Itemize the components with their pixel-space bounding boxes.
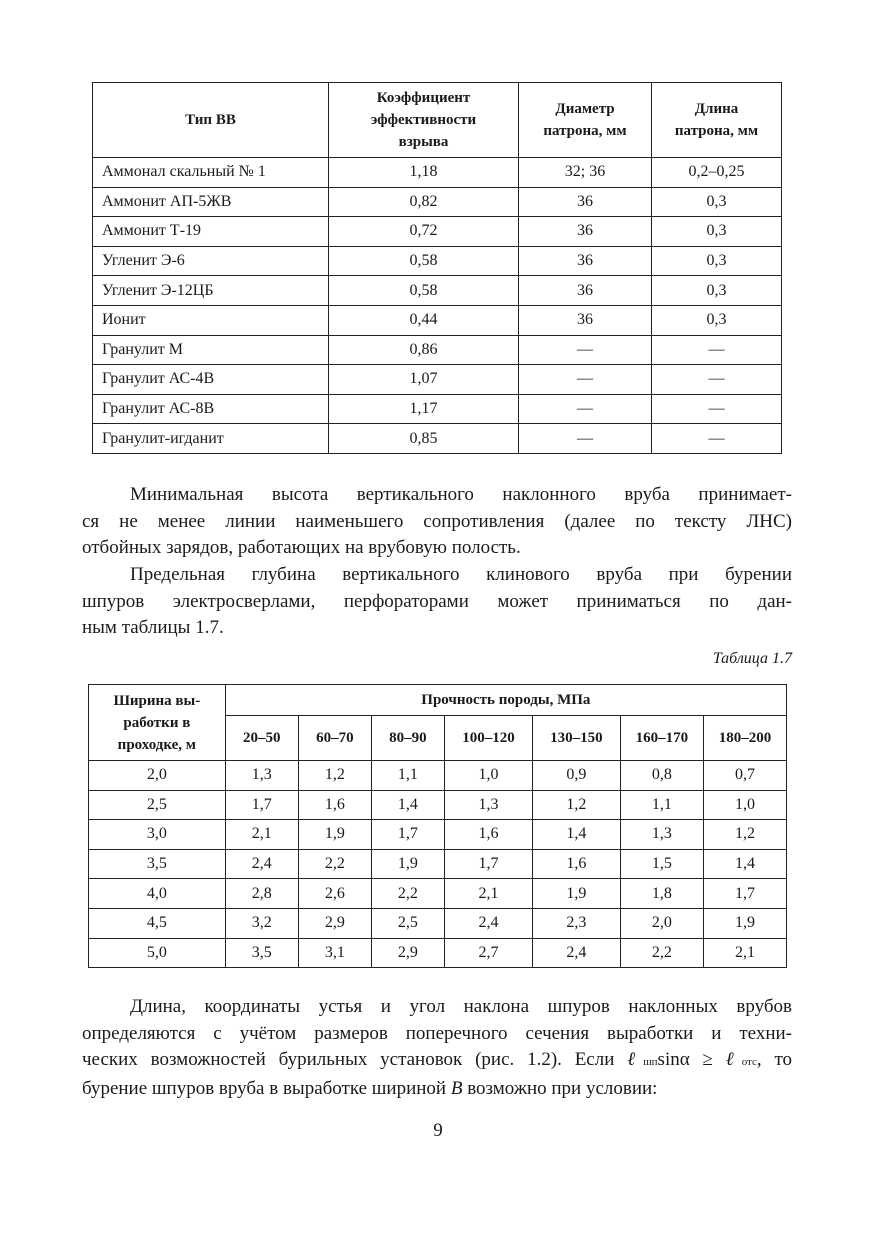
table-cell: 1,9 — [371, 849, 444, 879]
table-cell: 0,7 — [703, 761, 786, 791]
table-cell: 2,2 — [371, 879, 444, 909]
table-cell: 2,7 — [444, 938, 532, 968]
table-row — [89, 849, 787, 879]
table-cell: 1,2 — [532, 790, 620, 820]
table-cell: 36 — [519, 276, 652, 306]
table-row — [93, 365, 782, 395]
text-line-formula: ческих возможностей бурильных установок (рис. 1.2). Если ℓшпsinα ≥ ℓотс, то — [82, 1049, 792, 1070]
header-rock-strength: Прочность породы, МПа — [225, 685, 786, 716]
table-caption: Таблица 1.7 — [712, 650, 792, 667]
text-line: Предельная глубина вертикального клинового вруба при бурении — [130, 564, 792, 585]
table-cell: 1,2 — [298, 761, 371, 791]
text-line: ным таблицы 1.7. — [82, 617, 224, 638]
explosives-table — [92, 82, 782, 454]
table-cell: 4,5 — [89, 908, 226, 938]
table-cell: 3,0 — [89, 820, 226, 850]
column-header: 180–200 — [703, 716, 786, 761]
table-cell: Угленит Э-12ЦБ — [93, 276, 329, 306]
text-line: шпуров электросверлами, перфораторами может приниматься по дан- — [82, 590, 792, 612]
text-line: Длина, координаты устья и угол наклона шпуров наклонных врубов — [130, 996, 792, 1017]
header-cartridge-length: Длина патрона, мм — [652, 83, 782, 158]
column-header: 80–90 — [371, 716, 444, 761]
text-line: определяются с учётом размеров поперечного сечения выработки и техни- — [82, 1022, 792, 1044]
text-line: отбойных зарядов, работающих на врубовую полость. — [82, 537, 521, 558]
table-row — [93, 335, 782, 365]
table-cell: 1,18 — [329, 158, 519, 188]
table-cell: 0,44 — [329, 305, 519, 335]
table-cell: 1,9 — [532, 879, 620, 909]
table-cell: 1,1 — [371, 761, 444, 791]
table-row — [89, 820, 787, 850]
table-cell: 0,58 — [329, 246, 519, 276]
table-row — [89, 879, 787, 909]
table-row — [93, 217, 782, 247]
table-row — [89, 790, 787, 820]
table-cell: 1,1 — [620, 790, 703, 820]
table-cell: 3,5 — [89, 849, 226, 879]
table-cell: 2,4 — [225, 849, 298, 879]
table-cell: 1,4 — [371, 790, 444, 820]
table-cell: 0,58 — [329, 276, 519, 306]
table-cell: Гранулит АС-4В — [93, 365, 329, 395]
table-cell: 1,6 — [444, 820, 532, 850]
column-header: 20–50 — [225, 716, 298, 761]
table-cell: Гранулит М — [93, 335, 329, 365]
table-cell: 0,3 — [652, 217, 782, 247]
table-cell: 0,86 — [329, 335, 519, 365]
table-cell: Ионит — [93, 305, 329, 335]
table-cell: 2,5 — [89, 790, 226, 820]
table-cell: 1,6 — [298, 790, 371, 820]
paragraph-hole-length — [82, 994, 792, 1102]
table-cell: 1,0 — [703, 790, 786, 820]
table-cell: Аммонал скальный № 1 — [93, 158, 329, 188]
column-header: 60–70 — [298, 716, 371, 761]
header-efficiency-coefficient: Коэффициент эффективности взрыва — [329, 83, 519, 158]
table-cell: 2,8 — [225, 879, 298, 909]
table-cell: 1,07 — [329, 365, 519, 395]
table-cell: 2,5 — [371, 908, 444, 938]
table-row — [93, 424, 782, 454]
column-header: 160–170 — [620, 716, 703, 761]
table-cell: 36 — [519, 217, 652, 247]
table-cell: 1,7 — [225, 790, 298, 820]
table-cell: 3,2 — [225, 908, 298, 938]
table-cell: — — [652, 394, 782, 424]
table-cell: 3,5 — [225, 938, 298, 968]
table-cell: 1,3 — [620, 820, 703, 850]
table-cell: 1,4 — [703, 849, 786, 879]
table-cell: — — [519, 424, 652, 454]
table-cell: — — [652, 424, 782, 454]
table-cell: 2,2 — [620, 938, 703, 968]
table-cell: 1,3 — [225, 761, 298, 791]
table-cell: 0,72 — [329, 217, 519, 247]
paragraph-min-height — [82, 482, 792, 562]
table-cell: 0,3 — [652, 246, 782, 276]
table-cell: 36 — [519, 305, 652, 335]
table-cell: 1,6 — [532, 849, 620, 879]
table-cell: 1,3 — [444, 790, 532, 820]
table-cell: — — [652, 335, 782, 365]
table-cell: 4,0 — [89, 879, 226, 909]
table-cell: 2,9 — [298, 908, 371, 938]
table-cell: 36 — [519, 187, 652, 217]
text-line: Минимальная высота вертикального наклонного вруба принимает- — [130, 484, 792, 505]
table-cell: Гранулит АС-8В — [93, 394, 329, 424]
table-cell: 2,2 — [298, 849, 371, 879]
table-cell: — — [519, 394, 652, 424]
table-cell: 0,8 — [620, 761, 703, 791]
table-cell: 1,7 — [703, 879, 786, 909]
table-cell: 0,9 — [532, 761, 620, 791]
table-cell: 2,0 — [620, 908, 703, 938]
table-cell: 2,1 — [703, 938, 786, 968]
table-cell: 0,2–0,25 — [652, 158, 782, 188]
table-cell: 1,4 — [532, 820, 620, 850]
table-cell: 2,3 — [532, 908, 620, 938]
table-cell: Гранулит-игданит — [93, 424, 329, 454]
table-cell: Угленит Э-6 — [93, 246, 329, 276]
column-header: 130–150 — [532, 716, 620, 761]
table-header-row — [93, 83, 782, 158]
table-cell: Аммонит Т-19 — [93, 217, 329, 247]
table-cell: 1,0 — [444, 761, 532, 791]
table-cell: 2,1 — [225, 820, 298, 850]
text-line: ся не менее линии наименьшего сопротивления (далее по тексту ЛНС) — [82, 510, 792, 532]
table-cell: — — [652, 365, 782, 395]
table-row — [89, 761, 787, 791]
table-cell: 1,5 — [620, 849, 703, 879]
table-cell: 0,82 — [329, 187, 519, 217]
table-cell: 0,85 — [329, 424, 519, 454]
table-cell: 0,3 — [652, 305, 782, 335]
table-cell: 1,7 — [444, 849, 532, 879]
table-cell: 1,8 — [620, 879, 703, 909]
table-cell: 2,9 — [371, 938, 444, 968]
table-header-row — [89, 685, 787, 716]
table-cell: 2,4 — [532, 938, 620, 968]
text-line: бурение шпуров вруба в выработке шириной B возможно при условии: — [82, 1077, 658, 1099]
table-cell: 32; 36 — [519, 158, 652, 188]
table-cell: 36 — [519, 246, 652, 276]
table-cell: 2,6 — [298, 879, 371, 909]
page-number: 9 — [433, 1120, 443, 1141]
table-cell: — — [519, 365, 652, 395]
table-cell: 2,4 — [444, 908, 532, 938]
table-cell: 3,1 — [298, 938, 371, 968]
table-cell: 2,0 — [89, 761, 226, 791]
table-row — [93, 305, 782, 335]
table-cell: 0,3 — [652, 276, 782, 306]
column-header: 100–120 — [444, 716, 532, 761]
table-row — [93, 158, 782, 188]
table-row — [89, 938, 787, 968]
table-row — [93, 187, 782, 217]
table-cell: 0,3 — [652, 187, 782, 217]
table-row — [93, 246, 782, 276]
table-cell: Аммонит АП-5ЖВ — [93, 187, 329, 217]
table-row — [93, 276, 782, 306]
header-explosive-type: Тип ВВ — [93, 83, 329, 158]
table-cell: 1,2 — [703, 820, 786, 850]
table-cell: — — [519, 335, 652, 365]
table-cell: 5,0 — [89, 938, 226, 968]
header-working-width: Ширина вы- работки в проходке, м — [89, 685, 226, 761]
table-cell: 1,9 — [298, 820, 371, 850]
table-cell: 2,1 — [444, 879, 532, 909]
paragraph-max-depth — [82, 562, 792, 642]
table-cell: 1,9 — [703, 908, 786, 938]
rock-strength-table — [88, 684, 787, 968]
table-row — [89, 908, 787, 938]
table-row — [93, 394, 782, 424]
header-cartridge-diameter: Диаметр патрона, мм — [519, 83, 652, 158]
table-cell: 1,17 — [329, 394, 519, 424]
table-cell: 1,7 — [371, 820, 444, 850]
